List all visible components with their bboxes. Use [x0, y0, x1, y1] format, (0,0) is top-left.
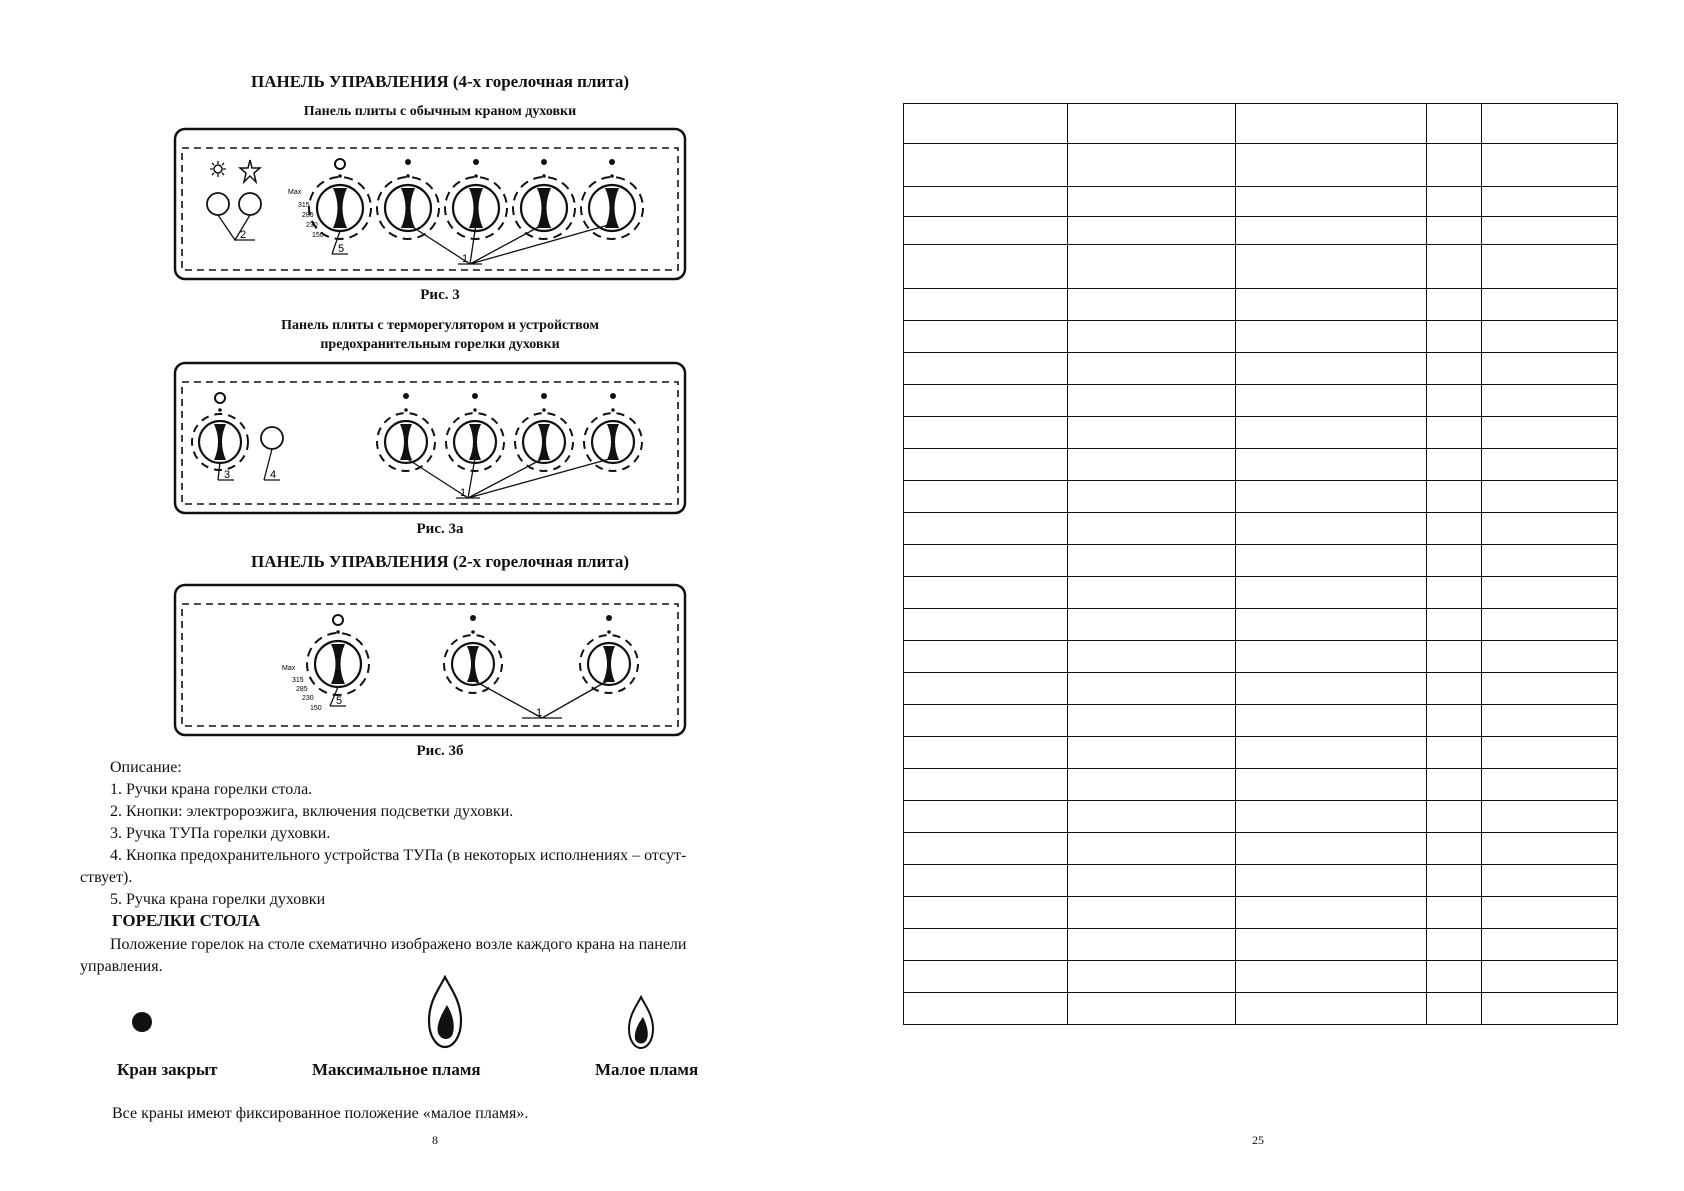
- table-cell: [1482, 353, 1618, 385]
- table-cell: [1427, 865, 1482, 897]
- table-cell: [904, 353, 1068, 385]
- table-cell: [1067, 417, 1235, 449]
- figure-3b-panel: [170, 580, 690, 740]
- table-cell: [904, 609, 1068, 641]
- table-cell: [1235, 801, 1427, 833]
- table-cell: [1482, 449, 1618, 481]
- tick-max: Max: [288, 189, 302, 196]
- table-row: [904, 961, 1618, 993]
- table-cell: [1067, 321, 1235, 353]
- table-cell: [1235, 993, 1427, 1025]
- label-min-flame: Малое пламя: [595, 1060, 699, 1079]
- table-cell: [1427, 545, 1482, 577]
- ignition-button: [207, 193, 229, 215]
- table-cell: [904, 144, 1068, 187]
- table-cell: [904, 641, 1068, 673]
- label-max-flame: Максимальное пламя: [312, 1060, 481, 1079]
- tick-230: 230: [306, 222, 318, 229]
- table-cell: [1235, 929, 1427, 961]
- oven-knob: [307, 615, 369, 695]
- burner-knob: [377, 159, 439, 239]
- table-cell: [1482, 187, 1618, 217]
- table-cell: [1427, 673, 1482, 705]
- tick-150: 150: [312, 232, 324, 239]
- tick-max: Max: [282, 665, 296, 672]
- table-cell: [1235, 217, 1427, 245]
- table-row: [904, 641, 1618, 673]
- page-number-right: 25: [1252, 1133, 1264, 1147]
- table-cell: [904, 801, 1068, 833]
- table-cell: [1427, 897, 1482, 929]
- max-flame-icon: [425, 975, 465, 1050]
- table-cell: [1235, 705, 1427, 737]
- tick-315: 315: [292, 677, 304, 684]
- table-cell: [1235, 481, 1427, 513]
- table-cell: [1235, 897, 1427, 929]
- table-cell: [904, 187, 1068, 217]
- table-cell: [904, 545, 1068, 577]
- table-cell: [1427, 321, 1482, 353]
- title-4burner: ПАНЕЛЬ УПРАВЛЕНИЯ (4-х горелочная плита): [251, 72, 629, 91]
- table-cell: [1427, 385, 1482, 417]
- table-cell: [1482, 417, 1618, 449]
- table-row: [904, 321, 1618, 353]
- table-cell: [1067, 641, 1235, 673]
- table-cell: [1427, 769, 1482, 801]
- table-cell: [1235, 245, 1427, 289]
- table-cell: [1482, 801, 1618, 833]
- table-cell: [1427, 187, 1482, 217]
- tick-285: 285: [302, 212, 314, 219]
- table-cell: [1067, 961, 1235, 993]
- burner-knob: [581, 159, 643, 239]
- table-cell: [1235, 865, 1427, 897]
- table-cell: [1427, 289, 1482, 321]
- table-cell: [904, 737, 1068, 769]
- table-cell: [1235, 144, 1427, 187]
- table-cell: [1235, 641, 1427, 673]
- table-cell: [1482, 673, 1618, 705]
- table-row: [904, 609, 1618, 641]
- table-cell: [1482, 833, 1618, 865]
- burner-knob: [515, 393, 573, 471]
- table-cell: [904, 104, 1068, 144]
- spark-icon: [240, 160, 260, 182]
- table-cell: [1427, 833, 1482, 865]
- table-cell: [1482, 245, 1618, 289]
- table-cell: [1067, 513, 1235, 545]
- table-cell: [1235, 673, 1427, 705]
- table-cell: [1427, 245, 1482, 289]
- table-cell: [904, 245, 1068, 289]
- oven-knob: [309, 159, 371, 239]
- callout-1: 1: [536, 707, 543, 719]
- table-cell: [1427, 513, 1482, 545]
- table-cell: [1235, 417, 1427, 449]
- table-row: [904, 577, 1618, 609]
- subtitle-fig3a-line2: предохранительным горелки духовки: [320, 337, 560, 352]
- table-row: [904, 801, 1618, 833]
- table-row: [904, 833, 1618, 865]
- table-cell: [1482, 961, 1618, 993]
- table-row: [904, 929, 1618, 961]
- table-cell: [1427, 144, 1482, 187]
- table-cell: [1067, 897, 1235, 929]
- table-cell: [1235, 513, 1427, 545]
- light-button: [239, 193, 261, 215]
- table-cell: [1482, 609, 1618, 641]
- table-cell: [1482, 577, 1618, 609]
- description-item: 4. Кнопка предохранительного устройства ТУПа (в некоторых исполнениях – отсут-: [110, 847, 687, 864]
- table-cell: [1235, 609, 1427, 641]
- table-cell: [1482, 641, 1618, 673]
- table-cell: [904, 417, 1068, 449]
- table-cell: [1482, 481, 1618, 513]
- table-cell: [1427, 929, 1482, 961]
- table-cell: [1067, 187, 1235, 217]
- figure-3a-panel: [170, 358, 690, 518]
- table-row: [904, 737, 1618, 769]
- table-cell: [904, 833, 1068, 865]
- burner-knob: [444, 615, 502, 693]
- table-row: [904, 993, 1618, 1025]
- table-cell: [1235, 449, 1427, 481]
- table-cell: [1482, 865, 1618, 897]
- tick-285: 285: [296, 686, 308, 693]
- table-cell: [1067, 245, 1235, 289]
- table-cell: [1067, 609, 1235, 641]
- table-cell: [1067, 217, 1235, 245]
- table-cell: [1482, 769, 1618, 801]
- table-cell: [1482, 929, 1618, 961]
- table-row: [904, 897, 1618, 929]
- table-cell: [904, 961, 1068, 993]
- light-icon: [210, 161, 226, 177]
- table-cell: [1235, 353, 1427, 385]
- caption-fig3b: Рис. 3б: [416, 743, 464, 759]
- table-cell: [1427, 449, 1482, 481]
- burners-text: управления.: [80, 958, 163, 975]
- table-cell: [1067, 737, 1235, 769]
- table-row: [904, 245, 1618, 289]
- burner-knob: [513, 159, 575, 239]
- callout-1: 1: [460, 487, 467, 499]
- callout-2: 2: [240, 229, 247, 241]
- callout-3: 3: [224, 469, 231, 481]
- table-row: [904, 545, 1618, 577]
- table-cell: [904, 577, 1068, 609]
- thermostat-knob: [192, 393, 248, 470]
- table-row: [904, 289, 1618, 321]
- table-cell: [1067, 865, 1235, 897]
- table-cell: [1235, 104, 1427, 144]
- table-cell: [1235, 833, 1427, 865]
- table-cell: [1482, 289, 1618, 321]
- table-row: [904, 144, 1618, 187]
- table-cell: [1427, 801, 1482, 833]
- table-cell: [1067, 705, 1235, 737]
- table-cell: [1482, 545, 1618, 577]
- table-cell: [1427, 993, 1482, 1025]
- table-cell: [1427, 104, 1482, 144]
- table-row: [904, 705, 1618, 737]
- table-cell: [1067, 104, 1235, 144]
- table-cell: [1235, 737, 1427, 769]
- callout-5: 5: [336, 695, 343, 707]
- table-cell: [1427, 961, 1482, 993]
- table-cell: [1482, 705, 1618, 737]
- burners-text: Положение горелок на столе схематично изображено возле каждого крана на панели: [110, 936, 687, 953]
- min-flame-icon: [625, 995, 657, 1050]
- caption-fig3a: Рис. 3а: [416, 521, 464, 537]
- table-row: [904, 865, 1618, 897]
- table-cell: [1482, 217, 1618, 245]
- title-2burner: ПАНЕЛЬ УПРАВЛЕНИЯ (2-х горелочная плита): [251, 552, 629, 571]
- table-row: [904, 353, 1618, 385]
- figure-3-panel: [170, 124, 690, 284]
- safety-button: [261, 427, 283, 449]
- table-cell: [1427, 609, 1482, 641]
- tick-315: 315: [298, 202, 310, 209]
- description-item: 3. Ручка ТУПа горелки духовки.: [110, 825, 331, 842]
- table-row: [904, 385, 1618, 417]
- table-cell: [1427, 217, 1482, 245]
- table-cell: [1067, 289, 1235, 321]
- table-cell: [1482, 993, 1618, 1025]
- table-cell: [1235, 545, 1427, 577]
- callout-5: 5: [338, 243, 345, 255]
- table-cell: [1067, 449, 1235, 481]
- table-row: [904, 769, 1618, 801]
- table-cell: [1067, 144, 1235, 187]
- description-heading: Описание:: [110, 759, 182, 776]
- table-cell: [1235, 385, 1427, 417]
- table-cell: [1235, 289, 1427, 321]
- table-cell: [904, 289, 1068, 321]
- description-item: 1. Ручки крана горелки стола.: [110, 781, 313, 798]
- callout-1: 1: [462, 253, 469, 265]
- callout-4: 4: [270, 469, 277, 481]
- table-cell: [904, 897, 1068, 929]
- table-cell: [1067, 801, 1235, 833]
- table-cell: [904, 513, 1068, 545]
- table-cell: [904, 217, 1068, 245]
- table-cell: [904, 929, 1068, 961]
- table-cell: [1482, 513, 1618, 545]
- table-cell: [1427, 737, 1482, 769]
- label-tap-closed: Кран закрыт: [117, 1060, 218, 1079]
- table-cell: [1482, 321, 1618, 353]
- table-cell: [1427, 705, 1482, 737]
- table-row: [904, 187, 1618, 217]
- table-cell: [1235, 961, 1427, 993]
- tap-closed-icon: [130, 1010, 154, 1034]
- table-cell: [904, 385, 1068, 417]
- burner-knob: [377, 393, 435, 471]
- footer-note: Все краны имеют фиксированное положение «малое пламя».: [112, 1105, 529, 1122]
- description-item: 2. Кнопки: электророзжига, включения подсветки духовки.: [110, 803, 514, 820]
- caption-fig3: Рис. 3: [420, 287, 460, 303]
- burner-knob: [580, 615, 638, 693]
- table-cell: [1235, 769, 1427, 801]
- table-row: [904, 217, 1618, 245]
- table-cell: [1067, 673, 1235, 705]
- table-cell: [1067, 385, 1235, 417]
- table-cell: [1427, 481, 1482, 513]
- table-cell: [1067, 577, 1235, 609]
- burners-heading: ГОРЕЛКИ СТОЛА: [112, 911, 261, 930]
- tick-150: 150: [310, 705, 322, 712]
- page-number-left: 8: [432, 1133, 438, 1147]
- table-cell: [1482, 144, 1618, 187]
- table-cell: [1067, 481, 1235, 513]
- table-cell: [1482, 897, 1618, 929]
- table-row: [904, 513, 1618, 545]
- table-cell: [1482, 104, 1618, 144]
- table-row: [904, 481, 1618, 513]
- table-cell: [904, 993, 1068, 1025]
- table-row: [904, 673, 1618, 705]
- table-cell: [1067, 545, 1235, 577]
- table-cell: [904, 769, 1068, 801]
- table-cell: [904, 705, 1068, 737]
- table-cell: [1482, 385, 1618, 417]
- blank-table: [903, 103, 1618, 1025]
- table-cell: [1427, 417, 1482, 449]
- table-cell: [1067, 833, 1235, 865]
- table-cell: [1427, 641, 1482, 673]
- subtitle-fig3: Панель плиты с обычным краном духовки: [303, 104, 577, 119]
- table-cell: [904, 481, 1068, 513]
- table-row: [904, 449, 1618, 481]
- tick-230: 230: [302, 695, 314, 702]
- table-cell: [1067, 353, 1235, 385]
- table-cell: [904, 321, 1068, 353]
- table-cell: [1482, 737, 1618, 769]
- table-cell: [904, 865, 1068, 897]
- table-row: [904, 104, 1618, 144]
- burner-knob: [584, 393, 642, 471]
- table-cell: [904, 673, 1068, 705]
- table-cell: [1427, 577, 1482, 609]
- table-cell: [1427, 353, 1482, 385]
- description-item: ствует).: [80, 869, 133, 886]
- description-item: 5. Ручка крана горелки духовки: [110, 891, 326, 908]
- table-cell: [1235, 321, 1427, 353]
- table-row: [904, 417, 1618, 449]
- table-cell: [1067, 769, 1235, 801]
- subtitle-fig3a-line1: Панель плиты с терморегулятором и устройством: [281, 318, 599, 333]
- table-cell: [1235, 187, 1427, 217]
- table-cell: [1067, 993, 1235, 1025]
- table-cell: [1067, 929, 1235, 961]
- table-cell: [904, 449, 1068, 481]
- table-cell: [1235, 577, 1427, 609]
